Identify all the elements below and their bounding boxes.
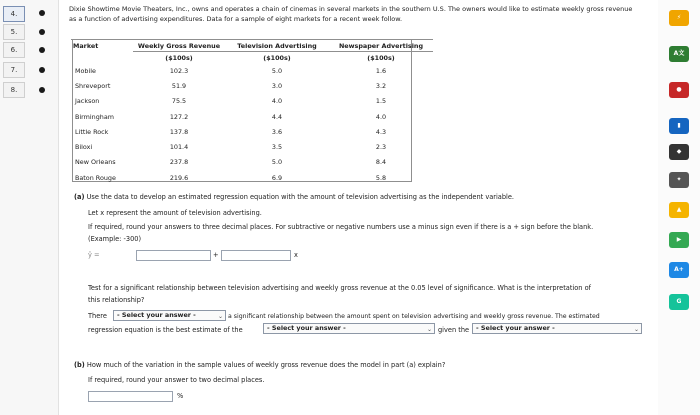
question-number-8[interactable]: 8. bbox=[3, 82, 25, 98]
example-text: (Example: -300) bbox=[88, 235, 142, 243]
significance-test-prompt-line1: Test for a significant relationship between television advertising and weekly gross revenue at the 0.05 level of significance. What is the interpretation of bbox=[88, 284, 591, 292]
table-row bbox=[71, 63, 433, 78]
cell-market: Mobile bbox=[75, 66, 96, 75]
cell-tv: 5.0 bbox=[271, 66, 283, 75]
cell-market: Shreveport bbox=[75, 81, 111, 90]
col-unit-newspaper: ($100s) bbox=[367, 53, 395, 62]
cell-revenue: 127.2 bbox=[169, 112, 189, 121]
text-tool-icon[interactable]: A+ bbox=[669, 262, 689, 278]
extensions-rail bbox=[658, 0, 700, 415]
y-hat-label: ŷ = bbox=[88, 251, 100, 259]
cell-newspaper: 1.6 bbox=[375, 66, 387, 75]
cell-newspaper: 8.4 bbox=[375, 158, 387, 167]
cell-tv: 6.9 bbox=[271, 173, 283, 182]
regression-text: regression equation is the best estimate of the bbox=[88, 326, 243, 334]
blue-tab-icon[interactable]: ▮ bbox=[669, 118, 689, 134]
cell-revenue: 102.3 bbox=[169, 66, 189, 75]
cell-newspaper: 1.5 bbox=[375, 97, 387, 106]
col-header-newspaper: Newspaper Advertising bbox=[329, 40, 433, 52]
tag-icon[interactable]: ◆ bbox=[669, 144, 689, 160]
question-status-dot bbox=[39, 10, 45, 16]
question-content bbox=[60, 0, 655, 415]
table-row bbox=[71, 170, 433, 185]
cell-tv: 3.0 bbox=[271, 81, 283, 90]
col-header-revenue: Weekly Gross Revenue bbox=[133, 40, 225, 52]
part-b-text: How much of the variation in the sample values of weekly gross revenue does the model in part (a) explain? bbox=[86, 361, 446, 369]
intercept-input[interactable] bbox=[136, 250, 211, 261]
table-row bbox=[71, 155, 433, 170]
part-b-label: (b) bbox=[74, 361, 85, 369]
question-status-dot bbox=[39, 87, 45, 93]
plus-sign: + bbox=[213, 251, 219, 259]
let-x-text: Let x represent the amount of television advertising. bbox=[88, 209, 262, 217]
col-unit-tv: ($100s) bbox=[263, 53, 291, 62]
slope-input[interactable] bbox=[221, 250, 291, 261]
cell-revenue: 219.6 bbox=[169, 173, 189, 182]
cell-newspaper: 4.0 bbox=[375, 112, 387, 121]
table-row bbox=[71, 78, 433, 93]
table-row bbox=[71, 94, 433, 109]
cell-tv: 5.0 bbox=[271, 158, 283, 167]
part-a-label: (a) bbox=[74, 193, 85, 201]
question-number-5[interactable]: 5. bbox=[3, 24, 25, 40]
translate-icon[interactable]: A文 bbox=[669, 46, 689, 62]
drive-icon[interactable]: ▲ bbox=[669, 202, 689, 218]
cell-tv: 3.5 bbox=[271, 143, 283, 152]
green-leaf-icon[interactable]: ▶ bbox=[669, 232, 689, 248]
cell-revenue: 101.4 bbox=[169, 143, 189, 152]
rounding-instructions-b: If required, round your answer to two decimal places. bbox=[88, 376, 265, 384]
col-unit-market bbox=[71, 52, 133, 64]
question-number-4[interactable]: 4. bbox=[3, 6, 25, 22]
percent-sign: % bbox=[177, 392, 184, 400]
question-status-dot bbox=[39, 29, 45, 35]
table-row bbox=[71, 124, 433, 139]
col-unit-revenue: ($100s) bbox=[165, 53, 193, 62]
relationship-select[interactable] bbox=[113, 310, 226, 321]
magic-icon[interactable]: ✦ bbox=[669, 172, 689, 188]
cell-tv: 3.6 bbox=[271, 127, 283, 136]
given-select[interactable] bbox=[472, 323, 642, 334]
cell-market: Birmingham bbox=[75, 112, 114, 121]
relationship-mid-text: a significant relationship between the amount spent on television advertising and weekly gross revenue. The estimated bbox=[228, 313, 600, 320]
question-nav-rail bbox=[0, 0, 59, 415]
relationship-select-value: - Select your answer - bbox=[117, 311, 196, 319]
cell-market: Jackson bbox=[75, 97, 100, 106]
cell-revenue: 75.5 bbox=[171, 97, 187, 106]
col-header-tv: Television Advertising bbox=[225, 40, 329, 52]
chevron-down-icon: ⌄ bbox=[217, 313, 223, 320]
cell-tv: 4.4 bbox=[271, 112, 283, 121]
col-header-market: Market bbox=[71, 40, 133, 52]
estimate-select-value: - Select your answer - bbox=[267, 324, 346, 332]
cell-revenue: 237.8 bbox=[169, 158, 189, 167]
cell-market: Little Rock bbox=[75, 127, 109, 136]
cell-revenue: 51.9 bbox=[171, 81, 187, 90]
part-b-prompt bbox=[74, 361, 445, 370]
significance-test-prompt-line2: this relationship? bbox=[88, 296, 145, 304]
cell-newspaper: 2.3 bbox=[375, 143, 387, 152]
there-text: There bbox=[88, 312, 107, 320]
variation-explained-input[interactable] bbox=[88, 391, 173, 402]
rounding-instructions-a: If required, round your answers to three decimal places. For subtractive or negative numbers use a minus sign even if there is a + sign before the blank. bbox=[88, 223, 594, 231]
question-status-dot bbox=[39, 47, 45, 53]
question-number-6[interactable]: 6. bbox=[3, 42, 25, 58]
cell-revenue: 137.8 bbox=[169, 127, 189, 136]
given-select-value: - Select your answer - bbox=[476, 324, 555, 332]
table-row bbox=[71, 109, 433, 124]
cell-tv: 4.0 bbox=[271, 97, 283, 106]
data-table bbox=[71, 39, 433, 185]
cell-newspaper: 5.8 bbox=[375, 173, 387, 182]
given-the-text: given the bbox=[438, 326, 470, 334]
lightning-icon[interactable]: ⚡ bbox=[669, 10, 689, 26]
part-a-prompt bbox=[74, 193, 514, 202]
chili-icon[interactable]: ● bbox=[669, 82, 689, 98]
cell-newspaper: 4.3 bbox=[375, 127, 387, 136]
part-a-text: Use the data to develop an estimated regression equation with the amount of television advertising as the independent variable. bbox=[86, 193, 515, 201]
cell-market: Biloxi bbox=[75, 143, 93, 152]
problem-intro: Dixie Showtime Movie Theaters, Inc., owns and operates a chain of cinemas in several markets in the southern U.S. The owners would like to estimate weekly gross revenue as a function of advertising expenditures. Data for a sample of eight markets for a recent week follow. bbox=[69, 5, 633, 23]
cell-market: Baton Rouge bbox=[75, 173, 116, 182]
estimate-select[interactable] bbox=[263, 323, 435, 334]
table-row bbox=[71, 139, 433, 154]
question-number-7[interactable]: 7. bbox=[3, 62, 25, 78]
question-status-dot bbox=[39, 67, 45, 73]
grammarly-icon[interactable]: G bbox=[669, 294, 689, 310]
chevron-down-icon: ⌄ bbox=[633, 326, 639, 333]
cell-newspaper: 3.2 bbox=[375, 81, 387, 90]
chevron-down-icon: ⌄ bbox=[426, 326, 432, 333]
x-variable-label: x bbox=[294, 251, 298, 259]
cell-market: New Orleans bbox=[75, 158, 116, 167]
